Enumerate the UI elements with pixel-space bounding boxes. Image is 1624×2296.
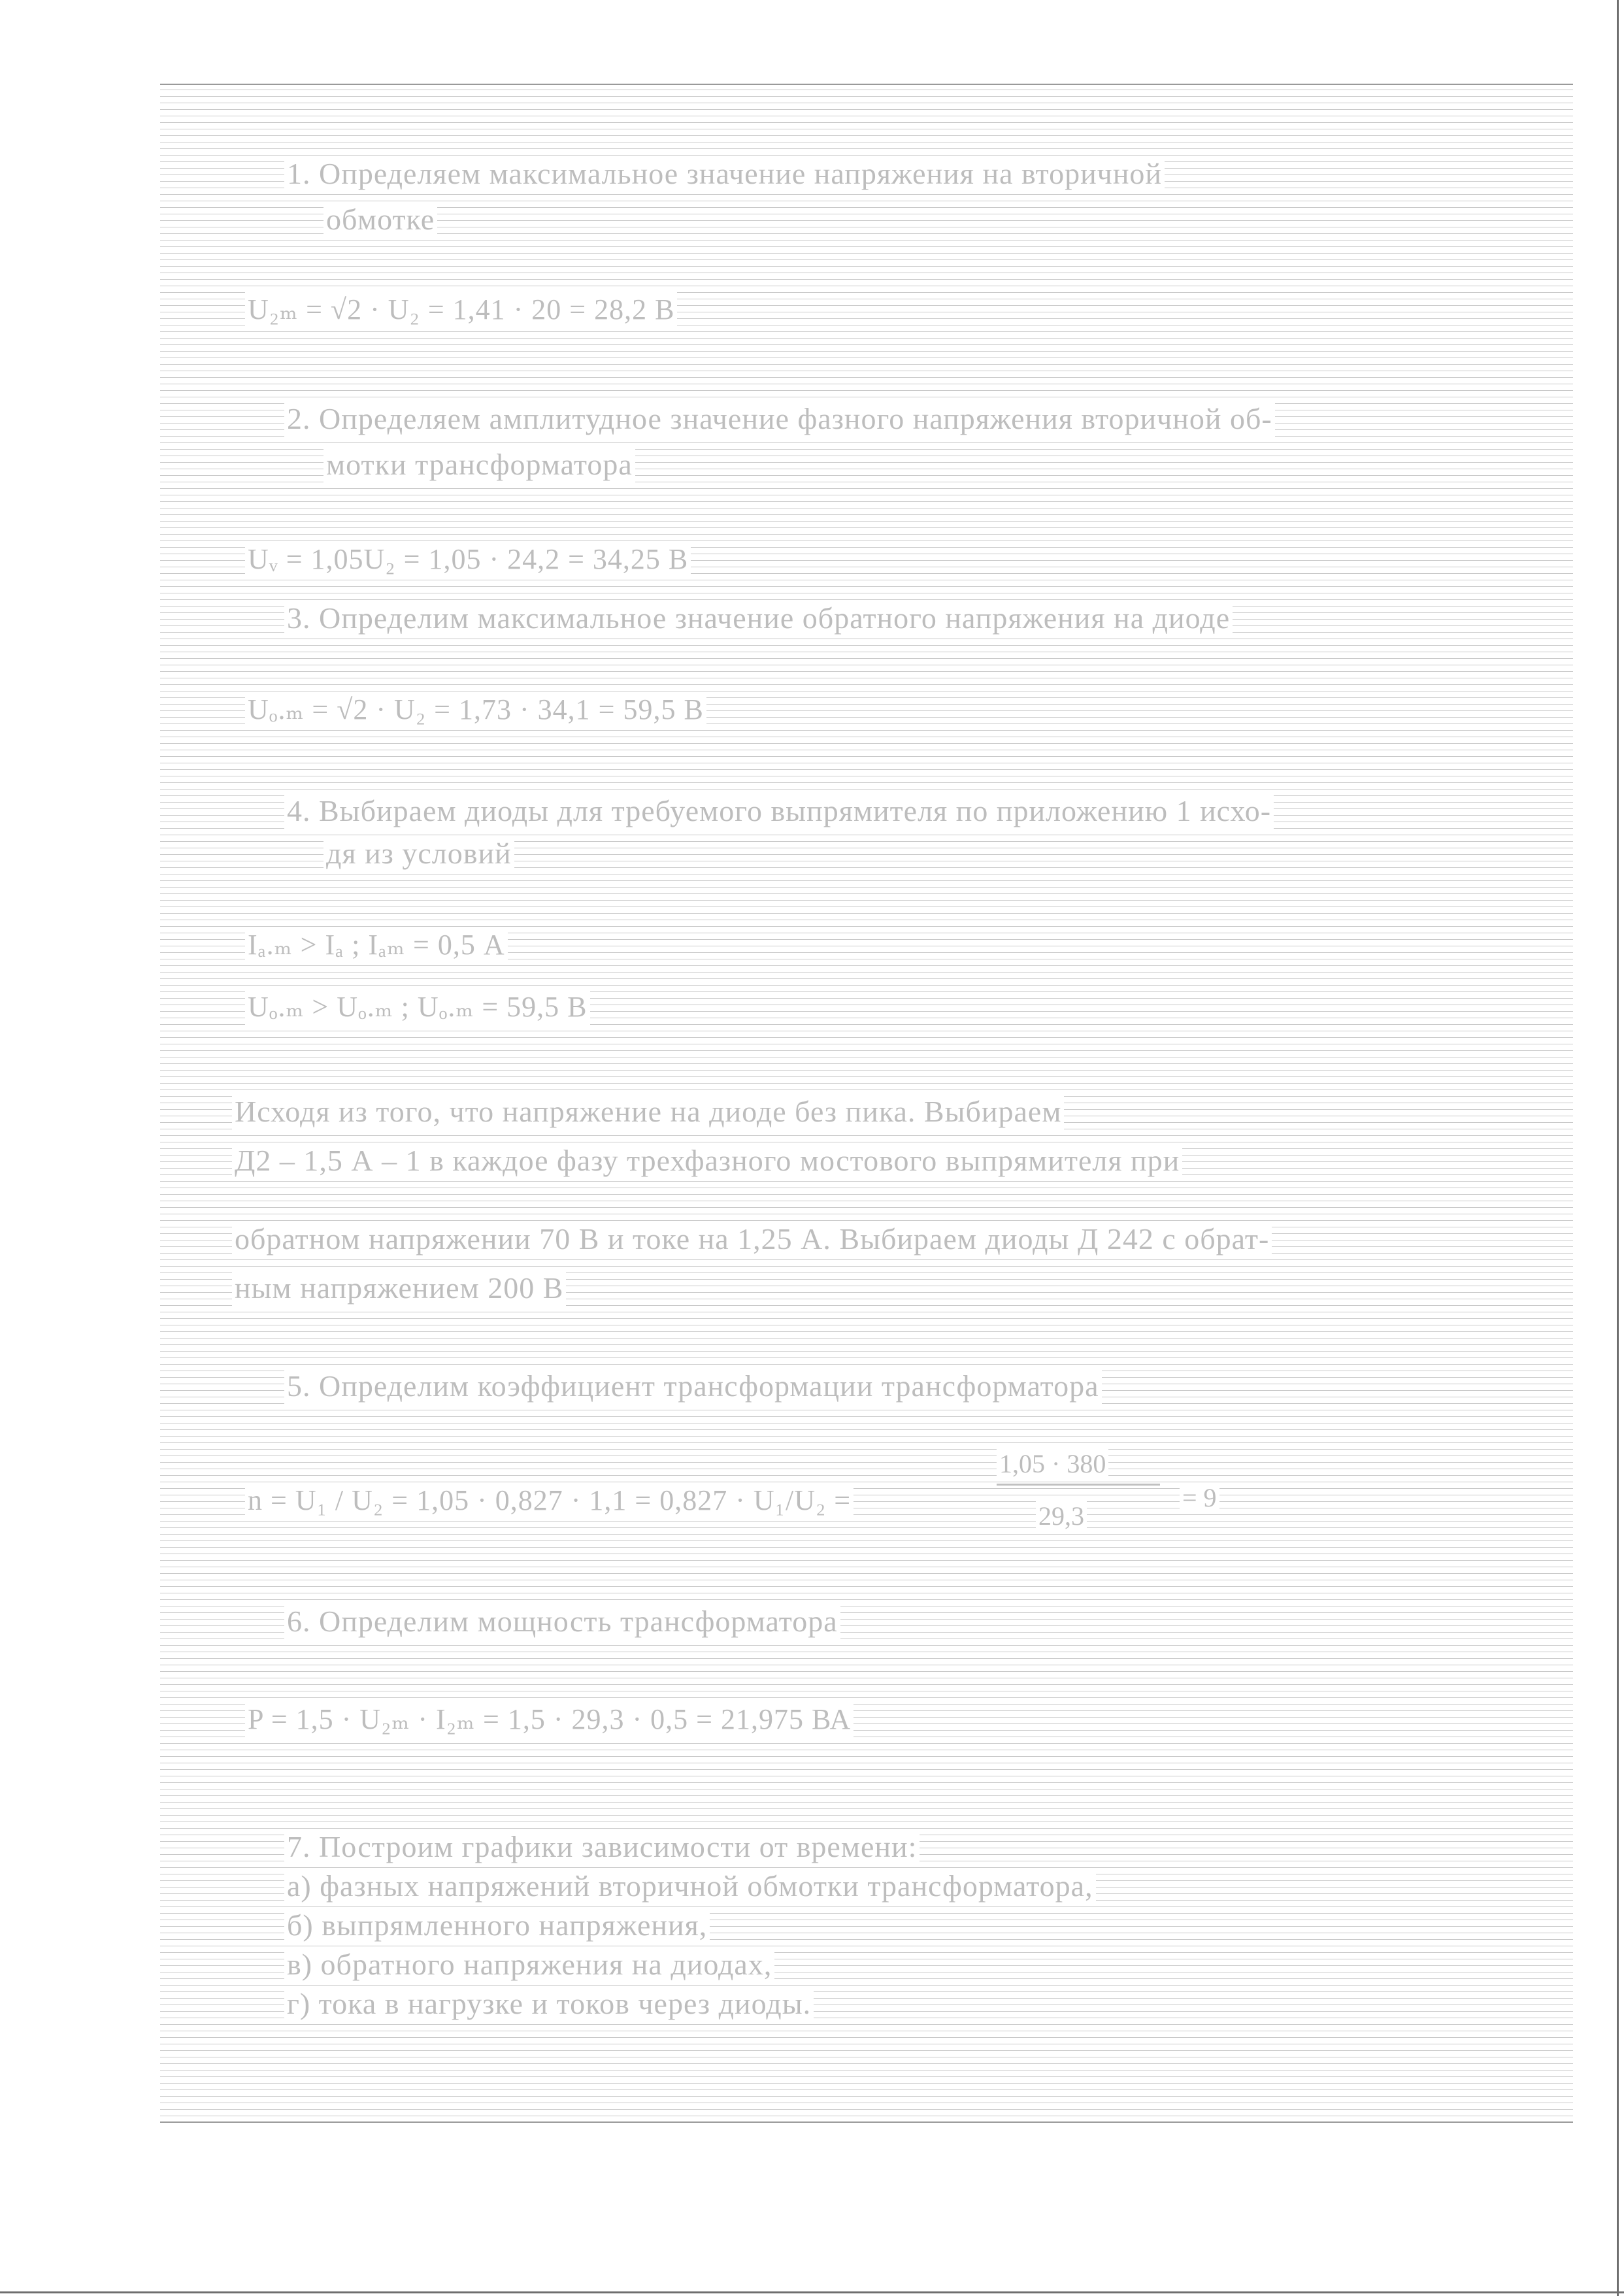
page-bottom-edge xyxy=(0,2291,1624,2293)
paragraph-line-4: ным напряжением 200 В xyxy=(232,1270,566,1306)
formula-3: Uₒ.ₘ = √2 · U₂ = 1,73 · 34,1 = 59,5 В xyxy=(245,691,706,728)
document-page xyxy=(160,84,1573,2123)
formula-2: Uᵥ = 1,05U₂ = 1,05 · 24,2 = 34,25 В xyxy=(245,541,691,578)
list-item-7a: а) фазных напряжений вторичной обмотки трансформатора, xyxy=(284,1868,1096,1905)
formula-5: n = U₁ / U₂ = 1,05 · 0,827 · 1,1 = 0,827 · U₁/U₂ = xyxy=(245,1482,853,1519)
formula-5-result: = 9 xyxy=(1180,1482,1219,1514)
formula-6: P = 1,5 · U₂ₘ · I₂ₘ = 1,5 · 29,3 · 0,5 = 21,975 ВА xyxy=(245,1701,853,1738)
paragraph-line-1: Исходя из того, что напряжение на диоде без пика. Выбираем xyxy=(232,1093,1064,1130)
list-item-2: 2. Определяем амплитудное значение фазного напряжения вторичной об- xyxy=(284,401,1275,437)
list-item-6: 6. Определим мощность трансформатора xyxy=(284,1603,840,1640)
formula-4a: Iₐ.ₘ > Iₐ ; Iₐₘ = 0,5 А xyxy=(245,927,508,963)
list-item-4-continuation: дя из условий xyxy=(323,835,514,872)
page-right-edge xyxy=(1617,0,1619,2296)
paragraph-line-2: Д2 – 1,5 А – 1 в каждое фазу трехфазного мостового выпрямителя при xyxy=(232,1142,1182,1179)
list-item-7b: б) выпрямленного напряжения, xyxy=(284,1907,710,1944)
formula-5-denominator: 29,3 xyxy=(1036,1501,1087,1532)
list-item-7: 7. Построим графики зависимости от времени: xyxy=(284,1829,920,1865)
list-item-2-continuation: мотки трансформатора xyxy=(323,446,635,483)
list-item-7d: г) тока в нагрузке и токов через диоды. xyxy=(284,1986,814,2022)
list-item-7c: в) обратного напряжения на диодах, xyxy=(284,1946,774,1983)
formula-5-numerator: 1,05 · 380 xyxy=(997,1448,1108,1480)
list-item-1-continuation: обмотке xyxy=(323,201,437,238)
list-item-5: 5. Определим коэффициент трансформации трансформатора xyxy=(284,1368,1102,1405)
list-item-1: 1. Определяем максимальное значение напряжения на вторичной xyxy=(284,156,1165,192)
formula-5-fraction-bar xyxy=(997,1484,1160,1486)
list-item-4: 4. Выбираем диоды для требуемого выпрямителя по приложению 1 исхо- xyxy=(284,793,1274,829)
formula-1: U₂ₘ = √2 · U₂ = 1,41 · 20 = 28,2 В xyxy=(245,291,677,328)
list-item-3: 3. Определим максимальное значение обратного напряжения на диоде xyxy=(284,600,1233,637)
formula-4b: Uₒ.ₘ > Uₒ.ₘ ; Uₒ.ₘ = 59,5 В xyxy=(245,989,590,1025)
paragraph-line-3: обратном напряжении 70 В и токе на 1,25 А. Выбираем диоды Д 242 с обрат- xyxy=(232,1221,1272,1257)
